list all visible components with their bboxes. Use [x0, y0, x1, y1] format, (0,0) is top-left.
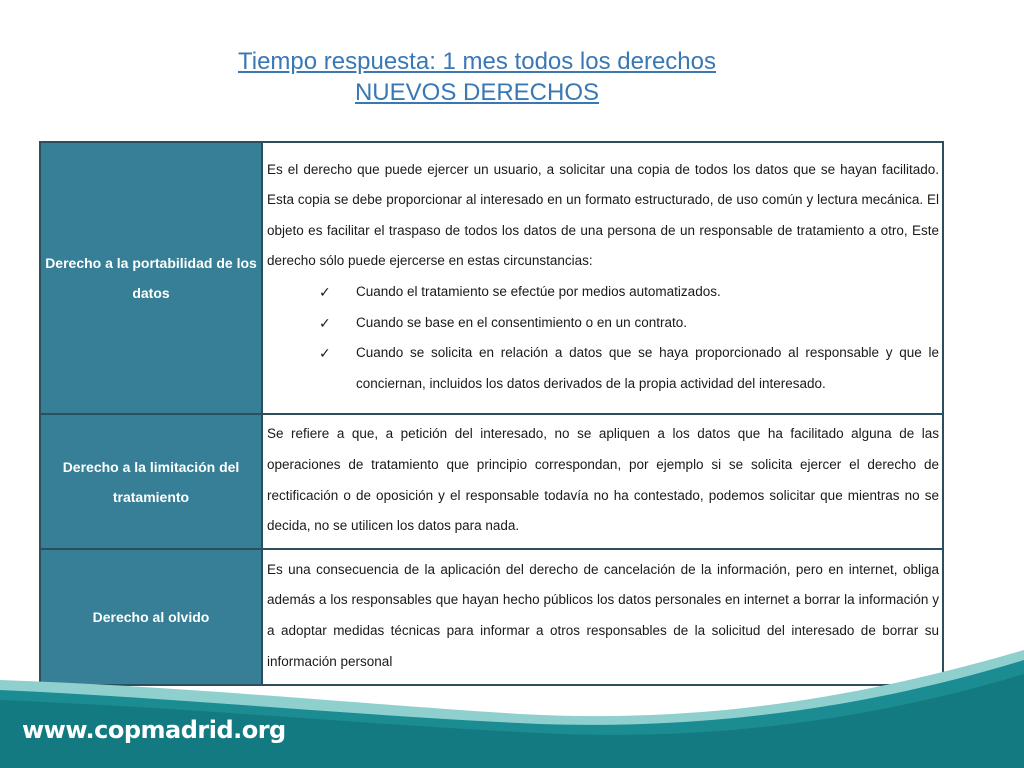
- condition-list: [267, 277, 939, 399]
- title-line-2: NUEVOS DERECHOS: [354, 79, 600, 106]
- list-item: [319, 277, 939, 308]
- list-item: [319, 338, 939, 399]
- title-line-1: Tiempo respuesta: 1 mes todos los derechos: [237, 48, 717, 75]
- footer-wave-decoration: [0, 618, 1024, 768]
- list-item-text: Cuando el tratamiento se efectúe por medios automatizados.: [356, 284, 721, 299]
- list-item-text: Cuando se base en el consentimiento o en un contrato.: [356, 314, 687, 330]
- checkmark-icon: ✓: [319, 345, 331, 362]
- checkmark-icon: ✓: [319, 314, 331, 331]
- right-label-forgotten: Derecho al olvido: [40, 549, 262, 685]
- list-item: [319, 308, 939, 339]
- right-description-limitation: Se refiere a que, a petición del interesado, no se apliquen a los datos que ha facilitado alguna de las operaciones de tratamiento que principio correspondan, por ejemplo si se solicita ejercer el derecho de rectificación o de oposición y el responsable todavía no ha contestado, podemos solicitar que mientras no se decida, no se utilicen los datos para nada.: [262, 414, 943, 549]
- right-description-portability: [262, 142, 943, 414]
- description-text: Es el derecho que puede ejercer un usuario, a solicitar una copia de todos los datos que se hayan facilitado. Esta copia se debe proporcionar al interesado en un formato estructurado, de uso común y lectura mecánica. El objeto es facilitar el traspaso de todos los datos de una persona de un responsable de tratamiento a otro, Este derecho sólo puede ejercerse en estas circunstancias:: [267, 161, 939, 269]
- slide-title: [0, 46, 954, 108]
- right-description-forgotten: Es una consecuencia de la aplicación del derecho de cancelación de la información, pero en internet, obliga además a los responsables que hayan hecho públicos los datos personales en internet a borrar la información y a adoptar medidas técnicas para informar a otros responsables de la solicitud del interesado de borrar su información personal: [262, 549, 943, 685]
- footer-website-url[interactable]: www.copmadrid.org: [22, 716, 286, 744]
- right-label-portability: Derecho a la portabilidad de los datos: [40, 142, 262, 414]
- table-row: [40, 414, 943, 549]
- checkmark-icon: ✓: [319, 284, 331, 300]
- right-label-limitation: Derecho a la limitación del tratamiento: [40, 414, 262, 549]
- table-row: [40, 142, 943, 414]
- rights-table: [39, 141, 944, 686]
- list-item-text: Cuando se solicita en relación a datos que se haya proporcionado al responsable y que le conciernan, incluidos los datos derivados de la propia actividad del interesado.: [356, 345, 939, 391]
